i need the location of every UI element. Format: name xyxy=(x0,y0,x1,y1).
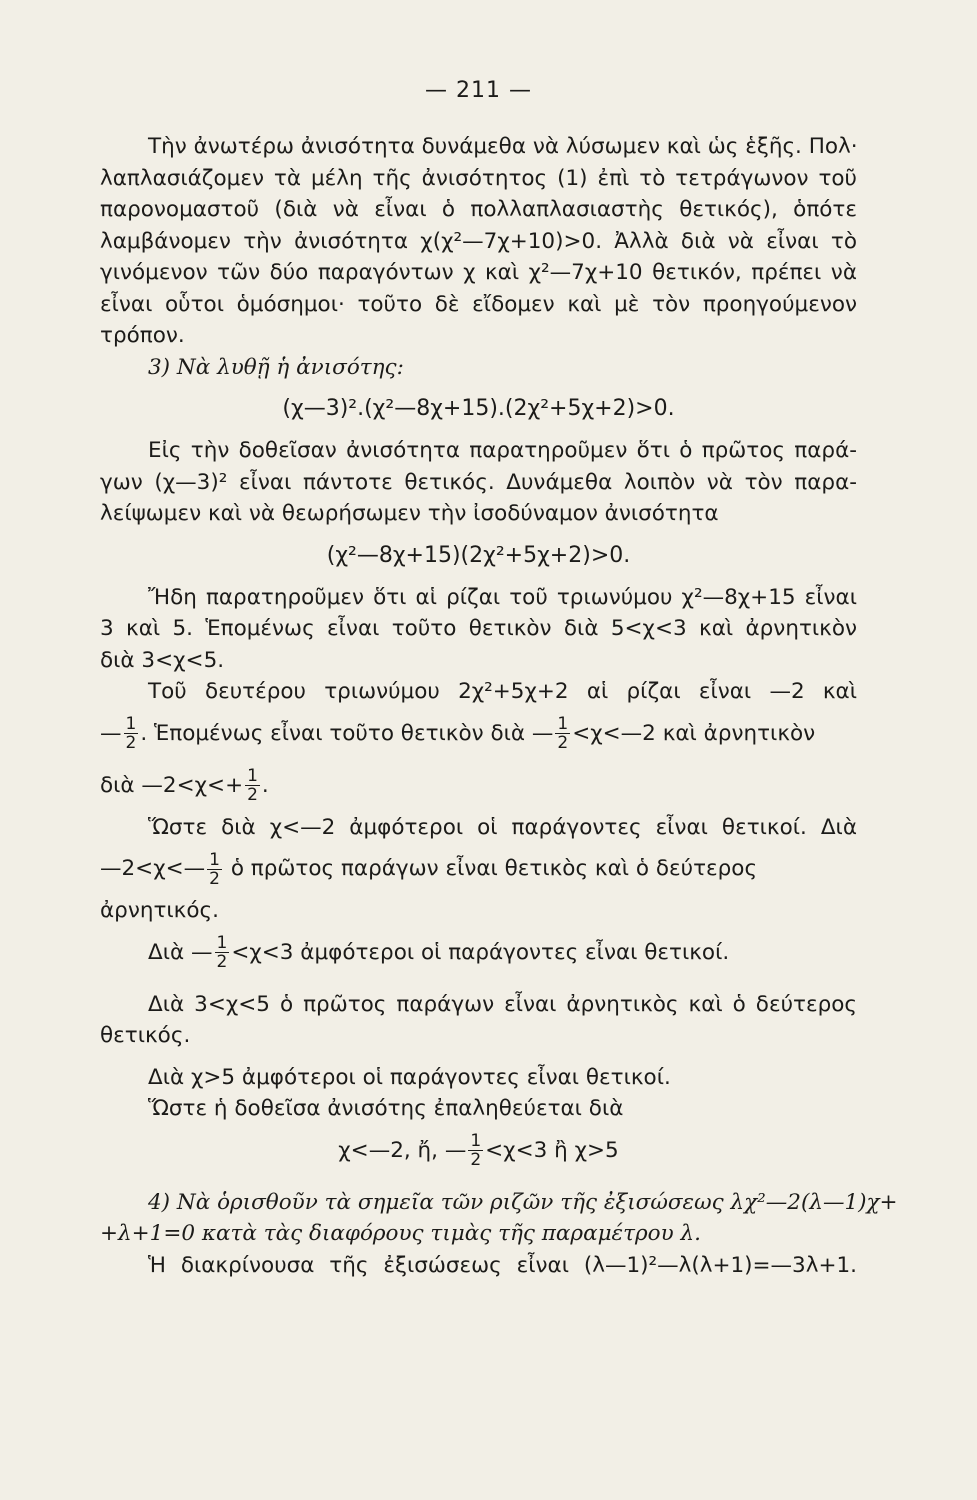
text-line: Εἰς τὴν δοθεῖσαν ἀνισότητα παρατηροῦμεν ὅτι ὁ πρῶτος παρά- xyxy=(148,438,857,463)
equation: (χ—3)².(χ²—8χ+15).(2χ²+5χ+2)>0. xyxy=(282,396,675,421)
text-line: θετικός. xyxy=(100,1023,191,1048)
text-line: Τοῦ δευτέρου τριωνύμου 2χ²+5χ+2 αἱ ρίζαι εἶναι —2 καὶ xyxy=(148,679,857,704)
text-line: Διὰ 3<χ<5 ὁ πρῶτος παράγων εἶναι ἀρνητικὸς καὶ ὁ δεύτερος xyxy=(148,991,857,1017)
fraction xyxy=(245,767,260,804)
fraction xyxy=(468,1132,483,1169)
text-line xyxy=(100,708,857,760)
fraction-numerator: 1 xyxy=(470,1131,482,1151)
page-number: — 211 — xyxy=(425,78,532,103)
text-line: εἶναι οὗτοι ὁμόσημοι· τοῦτο δὲ εἴδομεν καὶ μὲ τὸν προηγούμενον xyxy=(100,291,857,317)
fraction-numerator: 1 xyxy=(247,766,258,786)
text-fragment: Διὰ — xyxy=(148,939,213,965)
fraction-numerator: 1 xyxy=(125,714,137,734)
problem-heading: 3) Νὰ λυθῇ ἡ ἀνισότης: xyxy=(148,354,404,380)
fraction-denominator: 2 xyxy=(209,868,220,889)
text-line: Ὥστε ἡ δοθεῖσα ἀνισότης ἐπαληθεύεται διὰ xyxy=(148,1096,624,1121)
text-fragment: <χ<—2 καὶ ἀρνητικὸν xyxy=(572,720,816,746)
text-line: Τὴν ἀνωτέρω ἀνισότητα δυνάμεθα νὰ λύσωμεν καὶ ὡς ἑξῆς. Πολ· xyxy=(148,134,858,159)
text-line xyxy=(100,927,857,979)
fraction-numerator: 1 xyxy=(209,849,220,870)
text-fragment: — xyxy=(100,720,122,746)
fraction-denominator: 2 xyxy=(470,1150,482,1170)
text-fragment: . Ἑπομένως εἶναι τοῦτο θετικὸν διὰ — xyxy=(140,720,554,746)
equation xyxy=(100,1125,857,1177)
fraction-denominator: 2 xyxy=(247,785,258,805)
text-fragment: ὁ πρῶτος παράγων εἶναι θετικὸς καὶ ὁ δεύτερος xyxy=(230,856,758,881)
text-line: τρόπον. xyxy=(100,323,185,348)
text-line: διὰ 3<χ<5. xyxy=(100,647,225,673)
text-fragment: διὰ —2<χ<+ xyxy=(100,772,244,798)
text-line: Ὥστε διὰ χ<—2 ἀμφότεροι οἱ παράγοντες εἶναι θετικοί. Διὰ xyxy=(148,814,857,840)
text-line: ἀρνητικός. xyxy=(100,898,219,923)
text-line: Ἡ διακρίνουσα τῆς ἐξισώσεως εἶναι (λ—1)²—λ(λ+1)=—3λ+1. xyxy=(148,1252,857,1278)
fraction xyxy=(555,715,570,752)
text-fragment: <χ<3 ἢ χ>5 xyxy=(485,1137,619,1163)
fraction-numerator: 1 xyxy=(216,933,228,953)
text-line: γων (χ—3)² εἶναι πάντοτε θετικός. Δυνάμεθα λοιπὸν νὰ τὸν παρα- xyxy=(100,469,857,495)
text-line: 3 καὶ 5. Ἑπομένως εἶναι τοῦτο θετικὸν διὰ 5<χ<3 καὶ ἀρνητικὸν xyxy=(100,616,857,641)
text-line: παρονομαστοῦ (διὰ νὰ εἶναι ὁ πολλαπλασιαστὴς θετικός), ὁπότε xyxy=(100,197,857,222)
text-fragment: χ<—2, ἤ, — xyxy=(338,1137,467,1163)
problem-heading: +λ+1=0 κατὰ τὰς διαφόρους τιμὰς τῆς παραμέτρου λ. xyxy=(100,1221,701,1246)
text-line: Ἤδη παρατηροῦμεν ὅτι αἱ ρίζαι τοῦ τριωνύμου χ²—8χ+15 εἶναι xyxy=(148,584,857,610)
fraction-numerator: 1 xyxy=(557,714,569,734)
fraction xyxy=(215,934,230,971)
fraction xyxy=(124,715,139,752)
text-line xyxy=(100,843,857,895)
text-line: Διὰ χ>5 ἀμφότεροι οἱ παράγοντες εἶναι θετικοί. xyxy=(148,1064,671,1090)
fraction-denominator: 2 xyxy=(125,733,137,753)
text-fragment: <χ<3 ἀμφότεροι οἱ παράγοντες εἶναι θετικοί. xyxy=(231,939,730,965)
text-fragment: . xyxy=(261,772,269,798)
fraction-denominator: 2 xyxy=(216,952,228,972)
text-line: λαπλασιάζομεν τὰ μέλη τῆς ἀνισότητος (1) ἐπὶ τὸ τετράγωνον τοῦ xyxy=(100,165,857,191)
text-line: γινόμενον τῶν δύο παραγόντων χ καὶ χ²—7χ+10 θετικόν, πρέπει νὰ xyxy=(100,260,857,285)
fraction xyxy=(207,851,222,888)
text-line xyxy=(100,760,857,812)
fraction-denominator: 2 xyxy=(557,733,569,753)
problem-heading: 4) Νὰ ὁρισθοῦν τὰ σημεῖα τῶν ριζῶν τῆς ἐξισώσεως λχ²—2(λ—1)χ+ xyxy=(148,1189,898,1215)
equation: (χ²—8χ+15)(2χ²+5χ+2)>0. xyxy=(326,542,631,568)
text-fragment: —2<χ<— xyxy=(100,856,206,881)
text-line: λαμβάνομεν τὴν ἀνισότητα χ(χ²—7χ+10)>0. Ἀλλὰ διὰ νὰ εἶναι τὸ xyxy=(100,228,857,254)
text-line: λείψωμεν καὶ νὰ θεωρήσωμεν τὴν ἰσοδύναμον ἀνισότητα xyxy=(100,501,719,526)
